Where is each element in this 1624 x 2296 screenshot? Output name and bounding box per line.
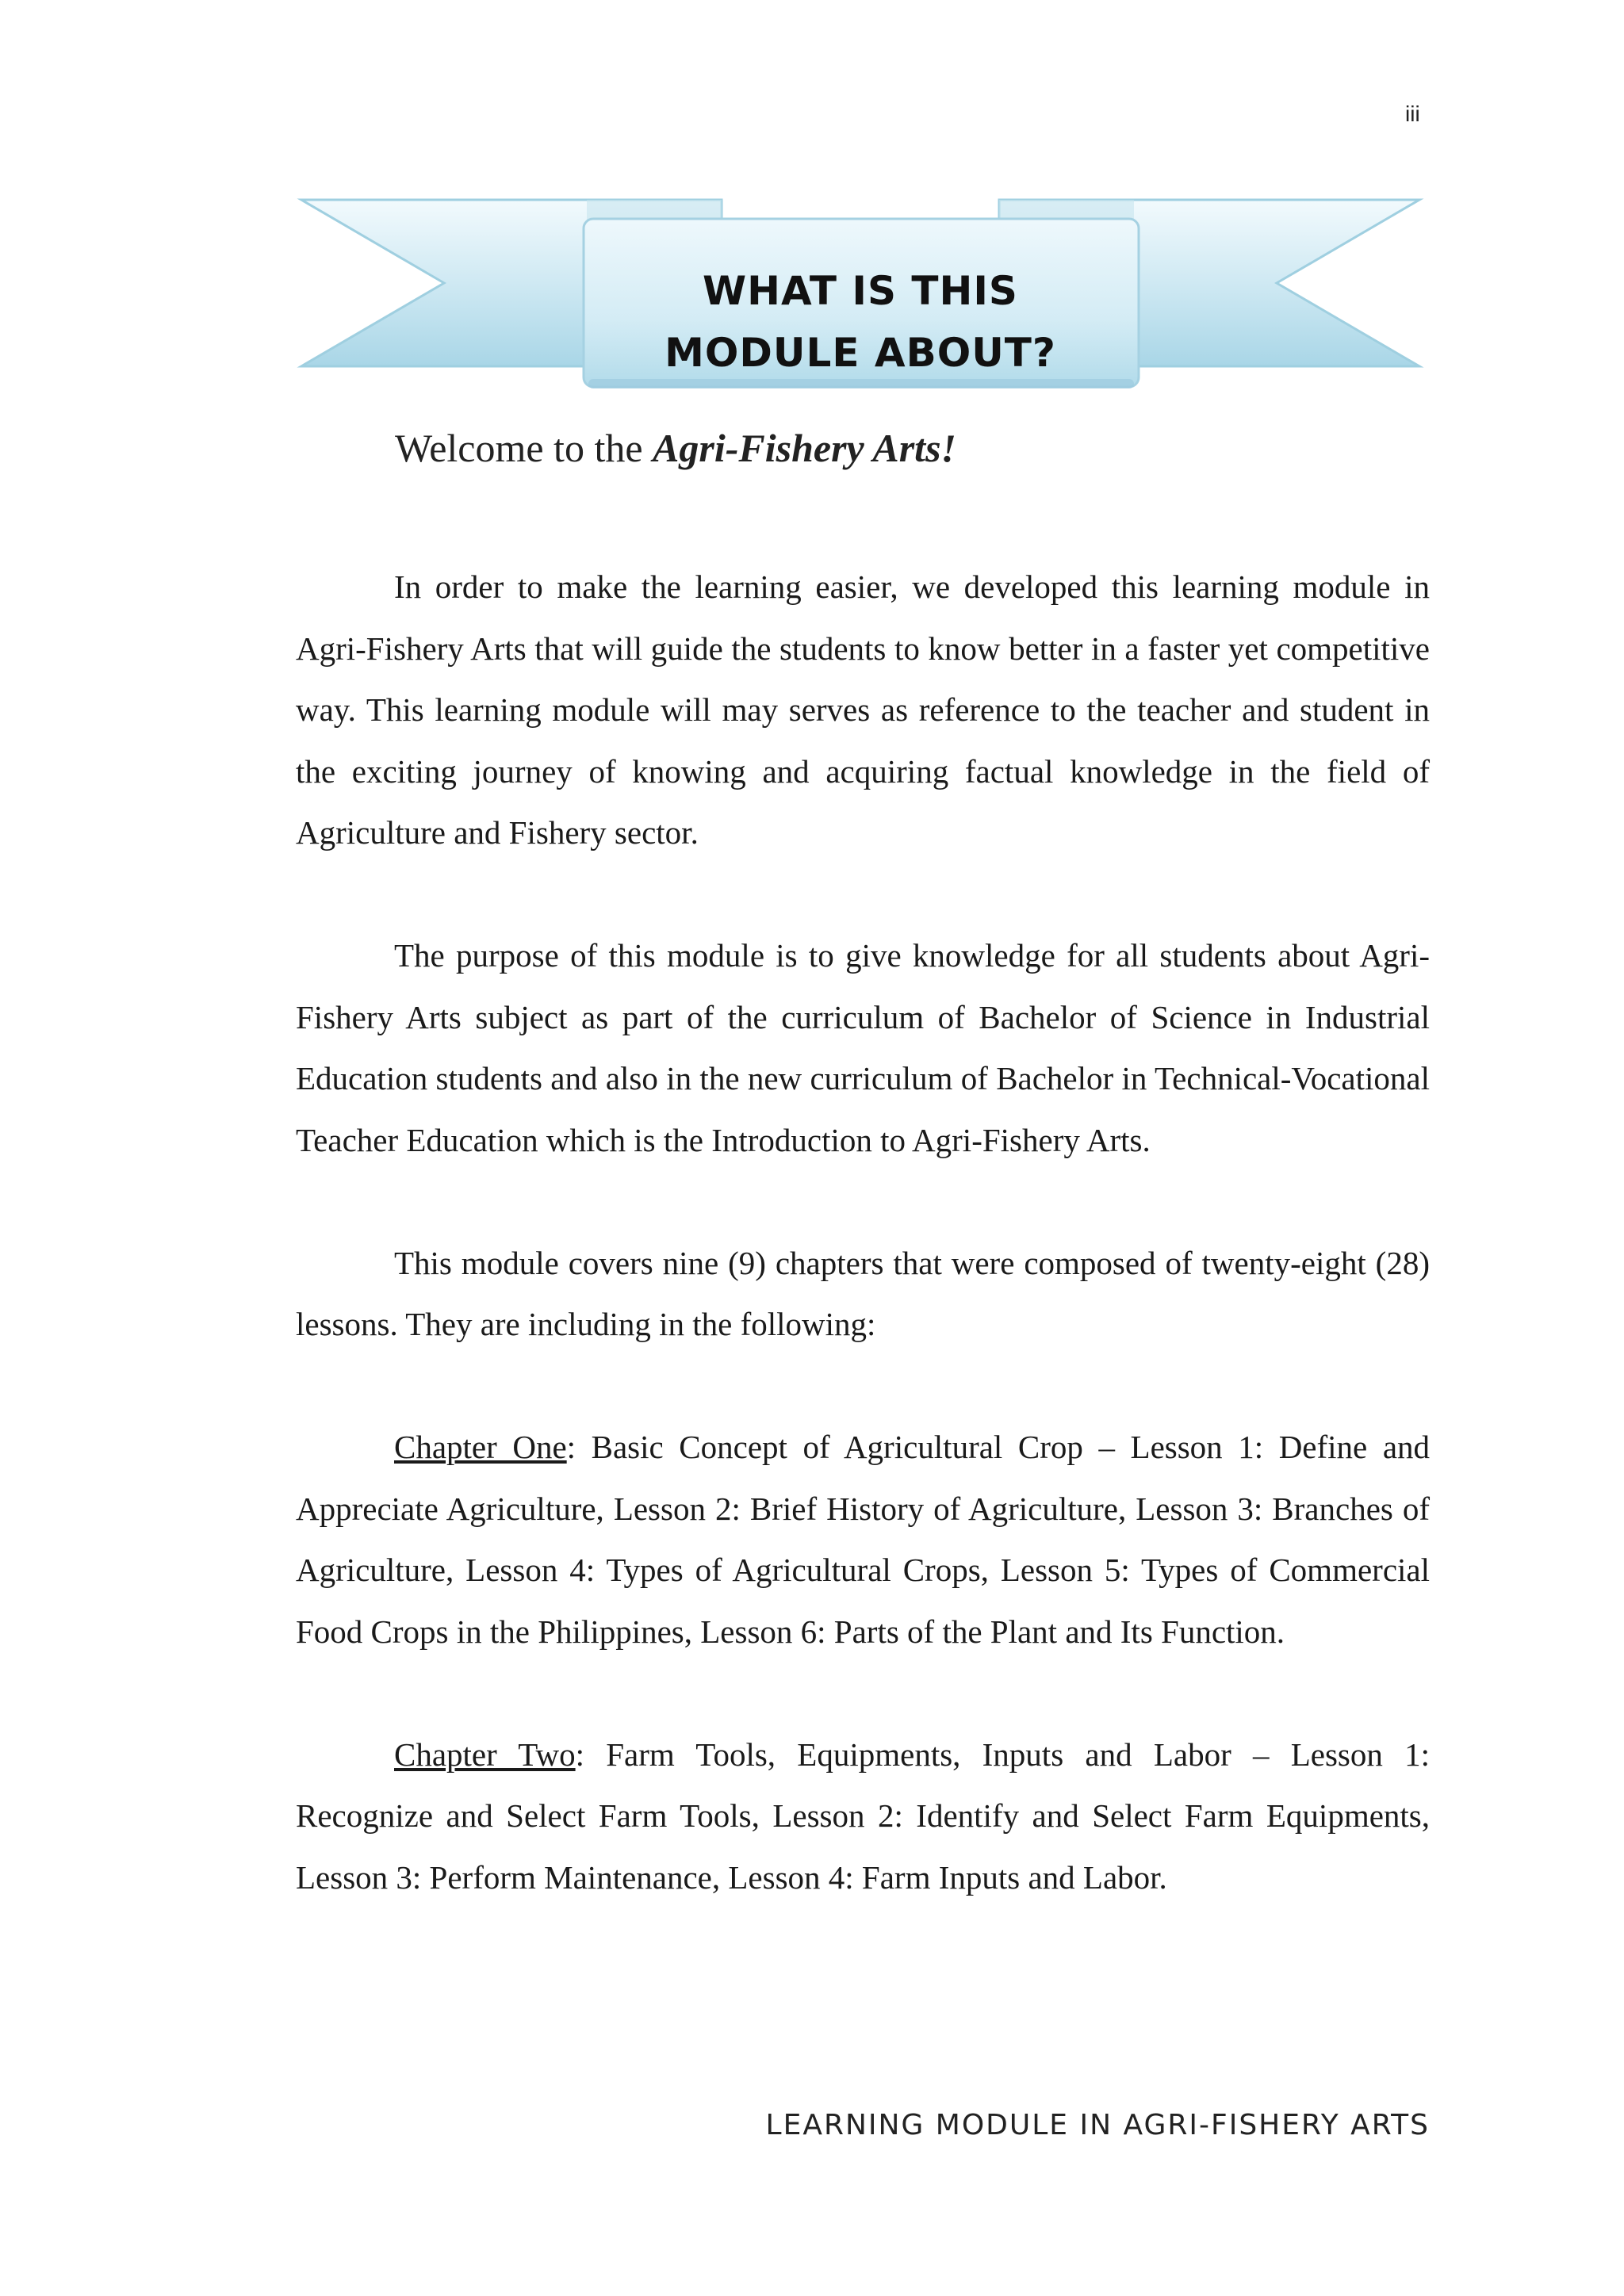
paragraph-intro: In order to make the learning easier, we developed this learning module in Agri-Fishery Arts that will guide the students to know better in a faster yet competitive way. This learning module will may serves as reference to the teacher and student in the exciting journey of knowing and acquiring factual knowledge in the field of Agriculture and Fishery sector. <box>296 568 1430 851</box>
paragraph-purpose: The purpose of this module is to give knowledge for all students about Agri-Fishery Arts subject as part of the curriculum of Bachelor of Science in Industrial Education students and also in the new curriculum of Bachelor in Technical-Vocational Teacher Education which is the Introduction to Agri-Fishery Arts. <box>296 937 1430 1158</box>
banner-title-line-2: MODULE ABOUT? <box>665 330 1056 376</box>
chapter-one-paragraph <box>296 1417 1430 1663</box>
chapter-two-label: Chapter Two <box>394 1735 576 1773</box>
page-number: iii <box>1405 101 1420 126</box>
welcome-prefix: Welcome to the <box>395 426 653 470</box>
banner-title-line-1: WHAT IS THIS <box>703 268 1018 314</box>
chapter-one-text: : Basic Concept of Agricultural Crop – Lesson 1: Define and Appreciate Agriculture, Lesson 2: Brief History of Agriculture, Lesson 3: Branches of Agriculture, Lesson 4: Types of Agricultural Crops, Lesson 5: Types of Commercial Food Crops in the Philippines, Lesson 6: Parts of the Plant and Its Function. <box>296 1429 1431 1650</box>
module-content <box>296 557 1430 1970</box>
chapter-two-paragraph <box>296 1724 1430 1909</box>
banner-title <box>293 260 1427 384</box>
chapter-one-label: Chapter One <box>394 1429 567 1465</box>
welcome-heading <box>395 425 956 471</box>
paragraph-coverage: This module covers nine (9) chapters that were composed of twenty-eight (28) lessons. They are including in the following: <box>296 1244 1430 1342</box>
footer-module-title: LEARNING MODULE IN AGRI-FISHERY ARTS <box>765 2109 1430 2141</box>
welcome-emphasis: Agri-Fishery Arts! <box>653 426 956 470</box>
chapter-two-text: : Farm Tools, Equipments, Inputs and Labor – Lesson 1: Recognize and Select Farm Tools, Lesson 2: Identify and Select Farm Equipments, Lesson 3: Perform Maintenance, Lesson 4: Farm Inputs and Labor. <box>296 1735 1431 1896</box>
